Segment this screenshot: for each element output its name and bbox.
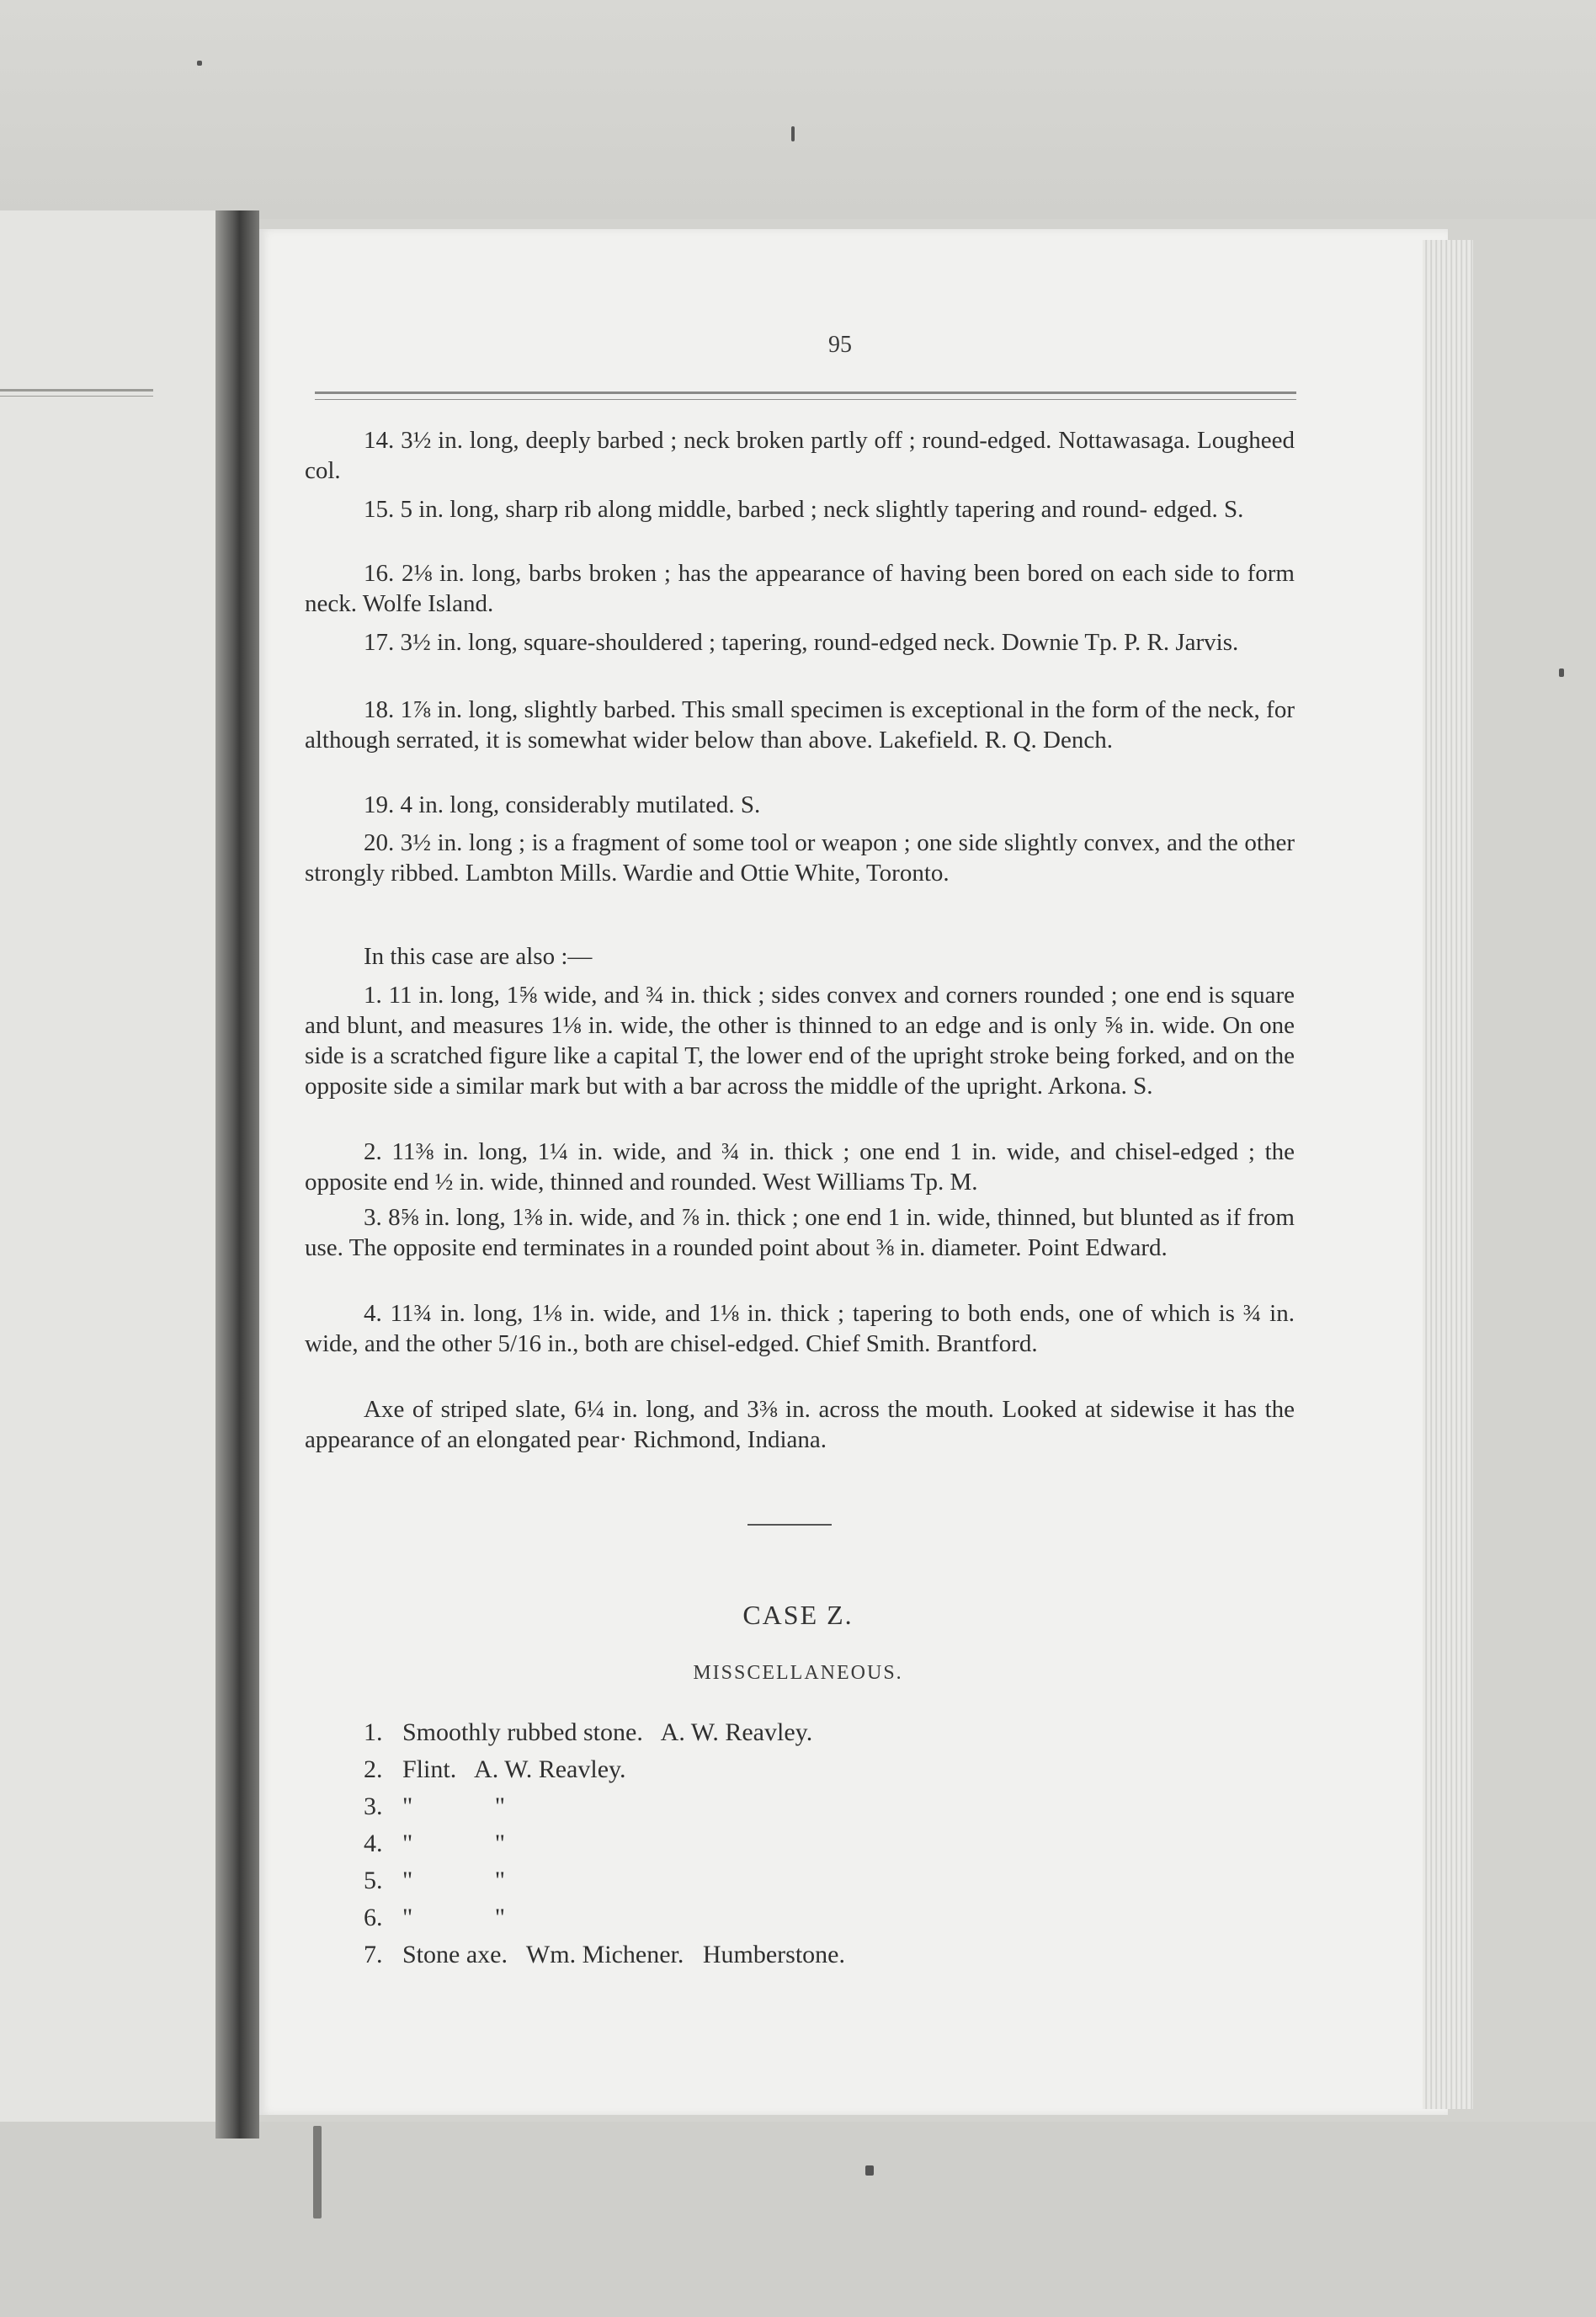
page-number: 95 xyxy=(828,332,852,358)
misc-list xyxy=(364,1714,1037,1973)
book-gutter xyxy=(215,210,259,2139)
page-stack-edge xyxy=(1423,240,1473,2109)
scan-speck xyxy=(865,2165,874,2176)
entry-15: 15. 5 in. long, sharp rib along middle, barbed ; neck slightly tapering and round- edged. S. xyxy=(364,496,1244,523)
list-item: 2. Flint. A. W. Reavley. xyxy=(364,1755,626,1783)
scan-background-right xyxy=(1473,236,1596,2122)
scan-speck xyxy=(1559,668,1564,677)
entry-17: 17. 3½ in. long, square-shouldered ; tapering, round-edged neck. Downie Tp. P. R. Jarvis. xyxy=(364,629,1239,656)
left-page xyxy=(0,210,229,2122)
section-separator xyxy=(747,1524,832,1526)
entry-14: 14. 3½ in. long, deeply barbed ; neck broken partly off ; round-edged. Nottawasaga. Lougheed col. xyxy=(305,427,1295,484)
scan-background-bottom xyxy=(0,2122,1596,2317)
list-item: 5. " " xyxy=(364,1867,505,1894)
also-item-4: 4. 11¾ in. long, 1⅛ in. wide, and 1⅛ in. thick ; tapering to both ends, one of which is ¾ in. wide, and the other 5/16 in., both are chisel-edged. Chief Smith. Brantford. xyxy=(305,1300,1295,1357)
also-item-3: 3. 8⅝ in. long, 1⅜ in. wide, and ⅞ in. thick ; one end 1 in. wide, thinned, but blunted as if from use. The opposite end terminates in a rounded point about ⅜ in. diameter. Point Edward. xyxy=(305,1204,1295,1261)
also-intro: In this case are also :— xyxy=(364,943,593,970)
entry-16: 16. 2⅛ in. long, barbs broken ; has the appearance of having been bored on each side to form neck. Wolfe Island. xyxy=(305,560,1295,617)
case-subtitle: MISSCELLANEOUS. xyxy=(693,1662,903,1684)
scan-background-top xyxy=(0,0,1596,219)
list-item: 4. " " xyxy=(364,1830,505,1857)
left-page-rule xyxy=(0,389,153,391)
list-item: 6. " " xyxy=(364,1904,505,1931)
scan-speck xyxy=(791,126,795,141)
header-rule xyxy=(315,391,1296,394)
entry-20: 20. 3½ in. long ; is a fragment of some tool or weapon ; one side slightly convex, and the other strongly ribbed. Lambton Mills. Wardie and Ottie White, Toronto. xyxy=(305,829,1295,887)
scan-speck xyxy=(197,61,202,66)
entry-19: 19. 4 in. long, considerably mutilated. S. xyxy=(364,791,761,818)
header-rule-thin xyxy=(315,399,1296,400)
entry-18: 18. 1⅞ in. long, slightly barbed. This small specimen is exceptional in the form of the neck, for although serrated, it is somewhat wider below than above. Lakefield. R. Q. Dench. xyxy=(305,696,1295,754)
list-item: 7. Stone axe. Wm. Michener. Humberstone. xyxy=(364,1941,845,1968)
scan-speck xyxy=(313,2126,322,2218)
list-item: 1. Smoothly rubbed stone. A. W. Reavley. xyxy=(364,1718,813,1746)
case-title: CASE Z. xyxy=(742,1600,854,1630)
list-item: 3. " " xyxy=(364,1792,505,1820)
left-page-rule-thin xyxy=(0,396,153,397)
also-item-1: 1. 11 in. long, 1⅝ wide, and ¾ in. thick ; sides convex and corners rounded ; one end is square and blunt, and measures 1⅛ in. wide, the other is thinned to an edge and is only ⅝ in. wide. On one side is a scratched figure like a capital T, the lower end of the upright stroke being forked, and on the opposite side a similar mark but with a bar across the middle of the upright. Arkona. S. xyxy=(305,982,1295,1100)
also-item-axe: Axe of striped slate, 6¼ in. long, and 3⅜ in. across the mouth. Looked at sidewise it has the appearance of an elongated pear· Richmond, Indiana. xyxy=(305,1396,1295,1453)
also-item-2: 2. 11⅜ in. long, 1¼ in. wide, and ¾ in. thick ; one end 1 in. wide, and chisel-edged ; the opposite end ½ in. wide, thinned and rounded. West Williams Tp. M. xyxy=(305,1138,1295,1196)
